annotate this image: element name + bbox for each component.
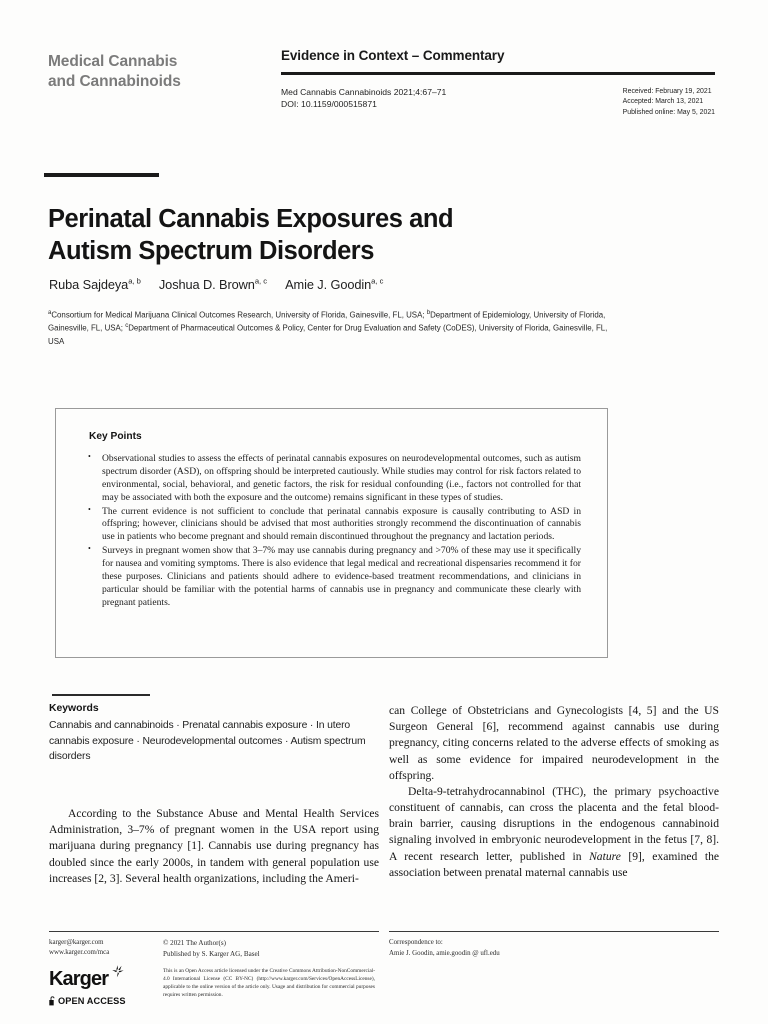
karger-wordmark (49, 968, 108, 991)
karger-logo (49, 968, 169, 1006)
publisher-line: Published by S. Karger AG, Basel (163, 949, 260, 958)
affiliation-text-b: Department of Epidemiology, University of Florida, Gainesville, FL, USA; (48, 310, 606, 334)
author-entry (159, 277, 267, 292)
author-name: Ruba Sajdeya (49, 277, 129, 293)
body-column-right (389, 703, 719, 881)
paragraph-text-after-italic: [9], examined the association between prenatal maternal cannabis use (389, 849, 720, 879)
publisher-email[interactable]: karger@karger.com (49, 939, 104, 946)
affiliation-marker-a: a (48, 310, 52, 316)
author-affiliation-marker: a, c (254, 277, 268, 286)
journal-masthead (48, 52, 258, 92)
header-rule (281, 72, 715, 75)
publication-dates (623, 86, 715, 118)
published-date: Published online: May 5, 2021 (622, 108, 715, 116)
accepted-date: Accepted: March 13, 2021 (622, 98, 704, 106)
header-block (281, 48, 715, 118)
article-title-line1: Perinatal Cannabis Exposures and (48, 205, 454, 234)
open-access-label: OPEN ACCESS (58, 996, 126, 1006)
body-paragraph: can College of Obstetricians and Gynecologists [4, 5] and the US Surgeon General [6], recommend against cannabis use during pregnancy, citing concerns related to the adverse effects of smoking as well as some evidence for impaired neurodevelopment in the offspring. (389, 704, 719, 782)
key-points-heading: Key Points (89, 431, 142, 442)
keywords-heading: Keywords (49, 703, 99, 714)
affiliation-text-c: Department of Pharmaceutical Outcomes & Policy, Center for Drug Evaluation and Safety (CoDES), University of Florida, Gainesville, FL, USA (48, 324, 608, 346)
citation-row (281, 86, 715, 118)
journal-name-italic: Nature (589, 849, 621, 863)
key-points-box (55, 408, 608, 658)
paragraph-text-before-italic: Delta-9-tetrahydrocannabinol (THC), the primary psychoactive constituent of cannabis, can cross the placenta and the fetal blood-brain barrier, causing disruptions in the endogenous cannabinoid signaling involved in embryonic neurodevelopment in the fetus [7, 8]. A recent research letter, published in (389, 784, 719, 863)
open-access-badge (49, 996, 169, 1006)
open-lock-icon (49, 996, 56, 1006)
author-affiliation-marker: a, c (371, 277, 384, 286)
affiliation-marker-c: c (125, 323, 129, 330)
correspondence-block (389, 938, 719, 959)
copyright-line: © 2021 The Author(s) (163, 939, 226, 947)
key-points-list (84, 453, 581, 610)
footer-divider-left (49, 931, 379, 932)
keywords-block (49, 703, 379, 765)
author-entry (49, 277, 141, 292)
page-title (48, 203, 568, 267)
author-list (49, 277, 649, 292)
author-affiliation-marker: a, b (128, 277, 141, 286)
received-date: Received: February 19, 2021 (622, 88, 712, 95)
list-item: • Surveys in pregnant women show that 3–7% may use cannabis during pregnancy and >70% of these may use it specifically for nausea and vomiting symptoms. There is also evidence that legal medical and recreational dispensaries recommend it for these purposes. Clinicians and patients should adhere to evidence-based treatment recommendations, and clinicians in particular should be familiar with the potential harms of cannabis use in pregnancy and communicate these clearly with pregnant patients. (84, 545, 581, 609)
author-entry (285, 277, 383, 292)
affiliations-block (48, 309, 618, 349)
list-item: • Observational studies to assess the effects of perinatal cannabis exposures on neurodevelopmental outcomes, such as autism spectrum disorder (ASD), on offspring should be interpreted cautiously. While studies may control for risk factors related to environmental, social, behavioral, and genetic factors, the risk for residual confounding (i.e., factors not controlled for that may be associated with both the exposure and the outcome) remains significant in these types of studies. (84, 453, 581, 505)
doi-text[interactable]: DOI: 10.1159/000515871 (281, 99, 377, 110)
journal-title-line2: and Cannabinoids (48, 73, 181, 91)
publisher-contact (49, 938, 161, 959)
journal-citation: Med Cannabis Cannabinoids 2021;4:67–71 (281, 87, 447, 97)
keywords-text: Cannabis and cannabinoids · Prenatal cannabis exposure · In utero cannabis exposure · Neurodevelopmental outcomes · Autism spectrum disorders (49, 720, 366, 763)
article-title-line2: Autism Spectrum Disorders (48, 237, 375, 266)
citation-block (281, 86, 446, 111)
affiliation-text-a: Consortium for Medical Marijuana Clinical Outcomes Research, University of Florida, Gainesville, FL, USA; (51, 310, 427, 320)
footer-divider-right (389, 931, 719, 932)
publisher-website[interactable]: www.karger.com/mca (49, 949, 110, 957)
karger-logo-text: Karger (49, 968, 109, 990)
leaf-icon (109, 964, 125, 980)
section-kicker: Evidence in Context – Commentary (281, 48, 505, 63)
body-column-left (49, 806, 379, 887)
title-divider (44, 173, 159, 177)
keywords-divider (52, 694, 150, 696)
journal-title-line1: Medical Cannabis (48, 53, 178, 70)
list-item: • The current evidence is not sufficient to conclude that perinatal cannabis exposure is causally contributing to ASD in offspring; however, clinicians should be advised that most authorities strongly recommend the discontinuation of cannabis use in patients who become pregnant and should remain discontinued throughout the pregnancy and lactation periods. (84, 506, 581, 545)
author-name: Joshua D. Brown (158, 277, 255, 293)
body-paragraph: According to the Substance Abuse and Mental Health Services Administration, 3–7% of pregnant women in the USA report using marijuana during pregnancy [1]. Cannabis use during pregnancy has doubled since the early 2000s, in tandem with general population use increases [2, 3]. Several health organizations, including the Ameri- (49, 807, 379, 885)
correspondence-value[interactable]: Amie J. Goodin, amie.goodin @ ufl.edu (389, 949, 500, 957)
correspondence-label: Correspondence to: (389, 939, 443, 946)
rights-block (163, 938, 375, 999)
affiliation-marker-b: b (426, 310, 431, 316)
body-paragraph (389, 784, 719, 881)
author-name: Amie J. Goodin (285, 277, 372, 293)
license-text: This is an Open Access article licensed under the Creative Commons Attribution-NonCommercial-4.0 International License (CC BY-NC) (http://www.karger.com/Services/OpenAccessLicense), applicable to the online version of the article only. Usage and distribution for commercial purposes requires written permission. (163, 967, 375, 999)
